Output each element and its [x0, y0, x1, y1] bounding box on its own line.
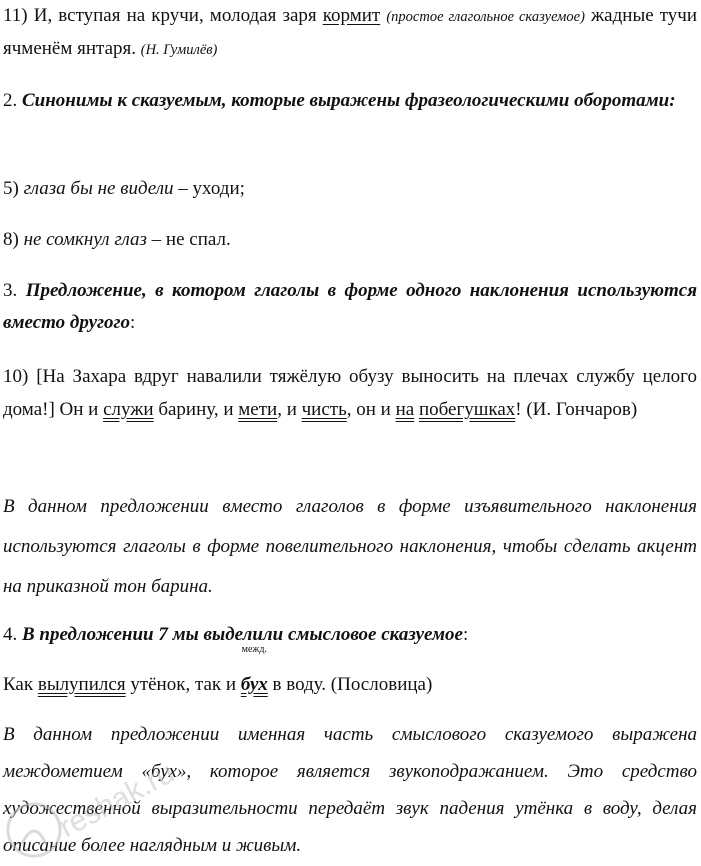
example-11 [3, 0, 697, 66]
idiom: глаза бы не видели [23, 178, 174, 199]
interjection-buh: бух [240, 674, 268, 695]
example-number: 5) [3, 178, 24, 199]
example-text-2: жадные тучи ячменём янтаря. [3, 5, 698, 59]
predicate-chist: чисть [301, 399, 347, 420]
section-title: Синонимы к сказуемым, которые выражены фразеологическими оборотами: [22, 90, 676, 111]
predicate-kormit: кормит [322, 5, 381, 26]
example-8 [3, 224, 697, 256]
section-number: 2. [3, 90, 22, 111]
predicate-pobegushkah: побегушках [418, 399, 516, 420]
example-text-3: в воду. (Пословица) [267, 674, 433, 695]
section-number: 3. [3, 280, 26, 301]
example-number: 8) [3, 229, 24, 250]
example-10 [3, 360, 697, 426]
interjection-wrapper [240, 644, 268, 701]
example-text: И, вступая на кручи, молодая заря [33, 5, 323, 26]
colon: : [130, 312, 136, 333]
example-text-3: , и [277, 399, 302, 420]
predicate-note: (простое глагольное сказуемое) [386, 9, 585, 25]
example-text-4: , он и [346, 399, 396, 420]
section-2-heading [3, 85, 697, 117]
interjection-label: межд. [241, 644, 267, 655]
author: (Н. Гумилёв) [140, 42, 218, 58]
example-text: Как [3, 674, 38, 695]
example-number: 11) [3, 5, 34, 26]
example-text-2: утёнок, так и [125, 674, 241, 695]
section-title: В предложении 7 мы выделили смысловое сказуемое [22, 624, 463, 645]
idiom: не сомкнул глаз [23, 229, 147, 250]
section-3-heading [3, 275, 697, 339]
watermark-text: reshak.ru [53, 756, 180, 845]
example-5 [3, 173, 697, 205]
predicate-meti: мети [238, 399, 278, 420]
predicate-vylupilsya: вылупился [37, 674, 126, 695]
example-text-2: барину, и [153, 399, 239, 420]
example-number: 10) [3, 366, 37, 387]
synonym: – не спал. [146, 229, 231, 250]
example-7 [3, 644, 697, 701]
example-text-6: ! (И. Гончаров) [515, 399, 638, 420]
explanation-4: В данном предложении именная часть смыслового сказуемого выражена междометием «бух», которое является звукоподражанием. Это средство художественной выразительности передаёт звук падения утёнка в воду, делая описание более наглядным и живым. [3, 724, 697, 856]
example-text: [На Захара вдруг навалили тяжёлую обузу выносить на плечах службу целого дома!] Он и [3, 366, 697, 420]
section-4-heading [3, 619, 697, 651]
synonym: – уходи; [173, 178, 245, 199]
explanation-3: В данном предложении вместо глаголов в форме изъявительного наклонения используются глаголы в форме повелительного наклонения, чтобы сделать акцент на приказной тон барина. [3, 496, 697, 597]
section-number: 4. [3, 624, 22, 645]
colon: : [462, 624, 469, 645]
predicate-sluzhi: служи [103, 399, 154, 420]
predicate-na: на [395, 399, 415, 420]
section-title: Предложение, в котором глаголы в форме одного наклонения используются вместо другого [3, 280, 697, 333]
